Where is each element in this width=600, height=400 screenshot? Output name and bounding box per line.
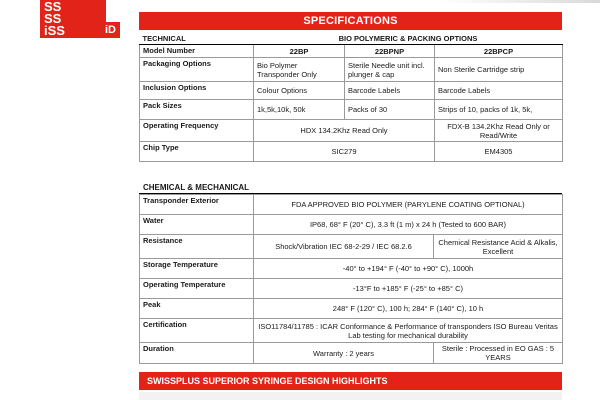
model-number-label: Model Number: [140, 45, 254, 58]
table-row: [140, 45, 563, 58]
company-logo: [40, 0, 120, 38]
specifications-title: SPECIFICATIONS: [139, 12, 562, 30]
chemical-table: [139, 194, 563, 364]
table-cell: -40° to +194° F (-40° to +90° C), 1000h: [254, 259, 563, 279]
logo-letters: SS SS iSS: [44, 0, 65, 38]
pack-sizes-label: Pack Sizes: [140, 100, 254, 120]
chip-em4305: EM4305: [435, 142, 563, 162]
next-section-strip: [139, 392, 562, 400]
table-cell: Sterile Needle unit incl. plunger & cap: [345, 58, 435, 82]
resistance-label: Resistance: [140, 235, 254, 259]
chip-sic279: SIC279: [254, 142, 435, 162]
packaging-options-label: Packaging Options: [140, 58, 254, 82]
table-row: [140, 319, 563, 343]
transponder-exterior-label: Transponder Exterior: [140, 195, 254, 215]
technical-table: [139, 32, 563, 162]
table-row: [140, 142, 563, 162]
peak-label: Peak: [140, 299, 254, 319]
logo-suffix: iD: [105, 24, 116, 36]
table-cell: ISO11784/11785 : ICAR Conformance & Performance of transponders ISO Bureau Veritas Lab testing for mechanical durability: [254, 319, 563, 343]
chemical-mechanical-heading: CHEMICAL & MECHANICAL: [143, 183, 250, 192]
table-cell: Barcode Labels: [345, 82, 435, 100]
table-row: [140, 82, 563, 100]
table-row: [140, 100, 563, 120]
technical-heading: TECHNICAL: [140, 32, 254, 45]
sterile-cell: Sterile : Processed in EO GAS : 5 YEARS: [434, 343, 563, 364]
chip-type-label: Chip Type: [140, 142, 254, 162]
table-cell: Colour Options: [254, 82, 345, 100]
water-label: Water: [140, 215, 254, 235]
operating-temperature-label: Operating Temperature: [140, 279, 254, 299]
warranty-cell: Warranty : 2 years: [254, 343, 434, 364]
model-22bp: 22BP: [254, 45, 345, 58]
table-cell: Barcode Labels: [435, 82, 563, 100]
logo-notch: [106, 0, 120, 22]
table-row: [140, 195, 563, 215]
frequency-hdx: HDX 134.2Khz Read Only: [254, 120, 435, 142]
storage-temperature-label: Storage Temperature: [140, 259, 254, 279]
chemical-resistance-cell: Chemical Resistance Acid & Alkalis, Excellent: [434, 235, 563, 259]
shock-vibration-cell: Shock/Vibration IEC 68-2-29 / IEC 68.2.6: [254, 235, 434, 259]
table-cell: 248° F (120° C), 100 h; 284° F (140° C), 10 h: [254, 299, 563, 319]
page-edge-shadow: [440, 0, 600, 3]
table-cell: Packs of 30: [345, 100, 435, 120]
table-cell: Strips of 10, packs of 1k, 5k,: [435, 100, 563, 120]
certification-label: Certification: [140, 319, 254, 343]
table-cell: FDA APPROVED BIO POLYMER (PARYLENE COATING OPTIONAL): [254, 195, 563, 215]
model-22bpcp: 22BPCP: [435, 45, 563, 58]
table-row: [140, 235, 563, 259]
table-row: [140, 215, 563, 235]
table-row: [140, 58, 563, 82]
table-row: [140, 343, 563, 364]
table-cell: Non Sterile Cartridge strip: [435, 58, 563, 82]
table-row: [140, 279, 563, 299]
table-row: [140, 259, 563, 279]
table-row: [140, 120, 563, 142]
table-cell: Bio Polymer Transponder Only: [254, 58, 345, 82]
table-row: [140, 299, 563, 319]
table-cell: IP68, 68° F (20° C), 3.3 ft (1 m) x 24 h (Tested to 600 BAR): [254, 215, 563, 235]
technical-subheading: BIO POLYMERIC & PACKING OPTIONS: [254, 32, 563, 45]
frequency-fdxb: FDX-B 134.2Khz Read Only or Read/Write: [435, 120, 563, 142]
table-cell: -13°F to +185° F (-25° to +85° C): [254, 279, 563, 299]
inclusion-options-label: Inclusion Options: [140, 82, 254, 100]
operating-frequency-label: Operating Frequency: [140, 120, 254, 142]
table-cell: 1k,5k,10k, 50k: [254, 100, 345, 120]
design-highlights-title: SWISSPLUS SUPERIOR SYRINGE DESIGN HIGHLIGHTS: [139, 372, 562, 390]
model-22bpnp: 22BPNP: [345, 45, 435, 58]
duration-label: Duration: [140, 343, 254, 364]
